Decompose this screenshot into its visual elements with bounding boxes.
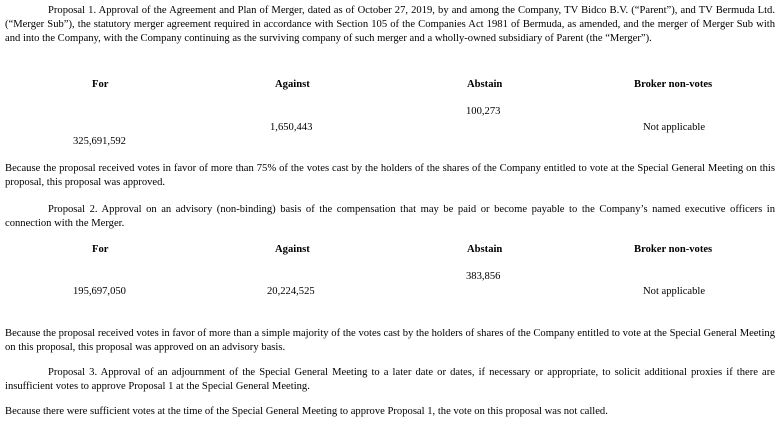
- proposal-1-for-value: 325,691,592: [73, 136, 126, 147]
- proposal-1-text: Proposal 1. Approval of the Agreement and Plan of Merger, dated as of October 27, 2019, by and among the Company, TV Bidco B.V. (“Parent”), and TV Bermuda Ltd. (“Merger Sub”), the statutory merger agreement required in accordance with Section 105 of the Companies Act 1981 of Bermuda, as amended, and the merger of Merger Sub with and into the Company, with the Company continuing as the surviving company of such merger and a wholly-owned subsidiary of Parent (the “Merger”).: [5, 5, 775, 44]
- proposal-2-header-against: Against: [275, 244, 310, 255]
- proposal-2-text: Proposal 2. Approval on an advisory (non-binding) basis of the compensation that may be paid or become payable to the Company’s named executive officers in connection with the Merger.: [5, 204, 775, 229]
- proposal-2-header-abstain: Abstain: [467, 244, 503, 255]
- proposal-2-broker-non-votes-value: Not applicable: [643, 286, 706, 297]
- proposal-1-against-value: 1,650,443: [270, 122, 313, 133]
- proposal-1-header-for: For: [92, 79, 109, 90]
- proposal-1-header-abstain: Abstain: [467, 79, 503, 90]
- proposal-2-result: Because the proposal received votes in favor of more than a simple majority of the votes cast by the holders of shares of the Company entitled to vote at the Special General Meeting on this proposal, this proposal was approved on an advisory basis.: [5, 328, 775, 353]
- proposal-2-abstain-value: 383,856: [466, 271, 501, 282]
- proposal-3-result: Because there were sufficient votes at the time of the Special General Meeting to approve Proposal 1, the vote on this proposal was not called.: [5, 406, 608, 417]
- proposal-1-header-broker-non-votes: Broker non-votes: [634, 79, 713, 90]
- proposal-2-header-for: For: [92, 244, 109, 255]
- proposal-1-broker-non-votes-value: Not applicable: [643, 122, 706, 133]
- proposal-1-result: Because the proposal received votes in favor of more than 75% of the votes cast by the holders of the shares of the Company entitled to vote at the Special General Meeting on this proposal, this proposal was approved.: [5, 163, 775, 188]
- proposal-2-against-value: 20,224,525: [267, 286, 315, 297]
- proposal-2-for-value: 195,697,050: [73, 286, 126, 297]
- proposal-2-header-broker-non-votes: Broker non-votes: [634, 244, 713, 255]
- proposal-1-abstain-value: 100,273: [466, 106, 501, 117]
- proposal-3-text: Proposal 3. Approval of an adjournment of the Special General Meeting to a later date or dates, if necessary or appropriate, to solicit additional proxies if there are insufficient votes to approve Proposal 1 at the Special General Meeting.: [5, 367, 775, 392]
- proposal-1-header-against: Against: [275, 79, 310, 90]
